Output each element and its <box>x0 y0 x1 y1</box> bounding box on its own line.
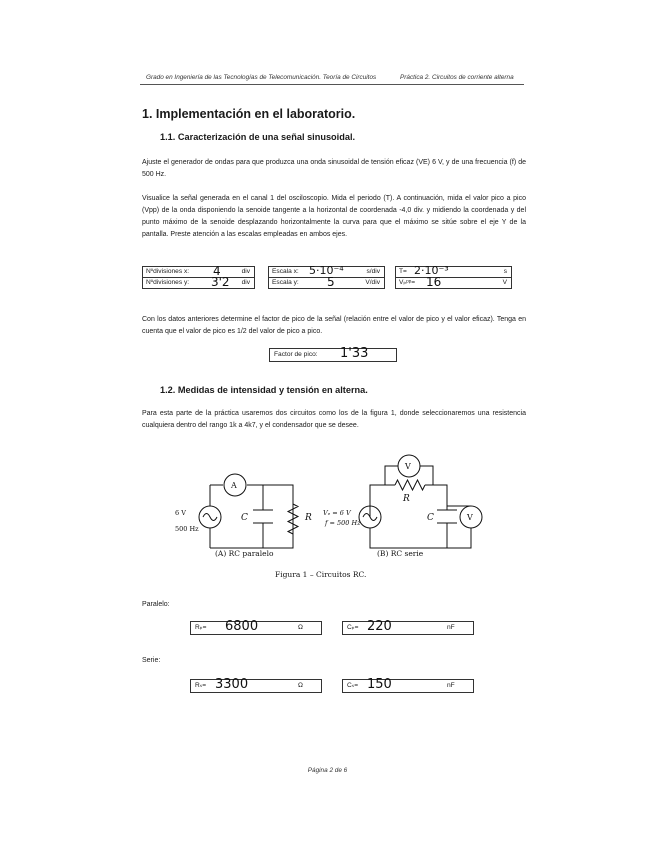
label-c-b: C <box>427 513 434 523</box>
escy-unit: V/div <box>365 279 380 286</box>
escx-value: 5·10⁻⁴ <box>309 264 344 277</box>
paralelo-r-label: Rₚ= <box>195 624 207 631</box>
escy-cell <box>268 277 385 289</box>
caption-b: (B) RC serie <box>377 549 424 558</box>
voltmeter-r-letter: V <box>405 462 411 471</box>
figure-rc-circuits <box>165 448 505 598</box>
source-b-frequency: f = 500 Hz <box>325 519 361 527</box>
capacitor-b-symbol <box>437 510 457 523</box>
paralelo-c-label: Cₚ= <box>347 624 359 631</box>
section-title: 1. Implementación en el laboratorio. <box>142 107 356 121</box>
serie-c-label: Cₛ= <box>347 682 359 689</box>
escy-value: 5 <box>327 275 335 289</box>
serie-r-unit: Ω <box>298 682 303 689</box>
vpp-cell <box>395 277 512 289</box>
divx-value: 4 <box>213 264 221 278</box>
paralelo-r-unit: Ω <box>298 624 303 631</box>
escx-label: Escala x: <box>272 268 299 275</box>
voltmeter-c-letter: V <box>467 513 473 522</box>
wire-b2 <box>425 485 471 506</box>
paralelo-c-box <box>342 621 474 635</box>
period-unit: s <box>503 268 507 275</box>
escx-unit: s/div <box>366 268 380 275</box>
label-c-a: C <box>241 513 248 523</box>
header-rule <box>140 84 524 85</box>
serie-r-label: Rₛ= <box>195 682 207 689</box>
paragraph-circuits: Para esta parte de la práctica usaremos dos circuitos como los de la figura 1, donde seleccionaremos una resistencia cualquiera dentro del rango 1k a 4k7, y el condensador que se desee. <box>142 410 526 429</box>
source-b-voltage: Vₑ = 6 V <box>323 509 351 517</box>
serie-label: Serie: <box>142 657 161 664</box>
serie-c-unit: nF <box>447 682 455 689</box>
divy-value: 3'2 <box>211 275 230 289</box>
vpp-unit: V <box>502 279 507 286</box>
divy-label: Nºdivisiones y: <box>146 279 190 286</box>
label-r-a: R <box>305 513 312 523</box>
resistor-b-symbol <box>395 480 425 490</box>
paragraph-generator: Ajuste el generador de ondas para que produzca una onda sinusoidal de tensión eficaz (VE) 6 V, y de una frecuencia (f) de 500 Hz. <box>142 159 526 178</box>
paralelo-label: Paralelo: <box>142 601 170 608</box>
paragraph-oscilloscope: Visualice la señal generada en el canal 1 del osciloscopio. Mida el periodo (T). A continuación, mida el valor pico a pico (Vpp) de la onda disponiendo la senoide tangente a la horizontal de coordenada -4,0 div. y midiendo la coordenada y del punto máximo de la senoide desplazando horizontalmente la curva para que el máximo se sitúe sobre el eje Y de la pantalla. Preste atención a las escalas empleadas en ambos ejes. <box>142 195 526 238</box>
escy-label: Escala y: <box>272 279 299 286</box>
figure-caption: Figura 1 – Circuitos RC. <box>275 570 367 579</box>
divx-unit: div <box>241 268 250 275</box>
period-value: 2·10⁻³ <box>414 264 449 277</box>
serie-c-box <box>342 679 474 693</box>
serie-r-box <box>190 679 322 693</box>
header-right: Práctica 2. Circuitos de corriente alterna <box>400 74 514 81</box>
subsection-1-1-title: 1.1. Caracterización de una señal sinusoidal. <box>160 132 356 142</box>
subsection-1-2-title: 1.2. Medidas de intensidad y tensión en alterna. <box>160 385 368 395</box>
paralelo-c-value: 220 <box>367 619 392 634</box>
vpp-value: 16 <box>426 275 442 289</box>
divy-unit: div <box>241 279 250 286</box>
resistor-a-symbol <box>288 504 298 534</box>
source-a-frequency: 500 Hz <box>175 525 199 533</box>
label-r-b: R <box>403 494 410 504</box>
wire-b3 <box>370 528 471 548</box>
page-footer: Página 2 de 6 <box>307 767 348 774</box>
capacitor-a-symbol <box>253 510 273 523</box>
caption-a: (A) RC paralelo <box>215 549 274 558</box>
vpp-label: Vₚᵖᵖ= <box>399 279 416 286</box>
peak-factor-box <box>269 348 397 362</box>
serie-c-value: 150 <box>367 677 392 692</box>
divx-label: Nºdivisiones x: <box>146 268 190 275</box>
header-left: Grado en Ingeniería de las Tecnologías de Telecomunicación. Teoría de Circuitos <box>146 74 377 81</box>
source-a-wave <box>203 514 217 521</box>
ammeter-letter: A <box>231 481 237 490</box>
wire-a2 <box>210 485 293 548</box>
divy-cell <box>142 277 255 289</box>
period-label: T= <box>399 268 407 275</box>
paralelo-r-box <box>190 621 322 635</box>
paragraph-peak-factor: Con los datos anteriores determine el factor de pico de la señal (relación entre el valor de pico y el valor eficaz). Tenga en cuenta que el valor de pico es 1/2 del valor de pico a pico. <box>142 316 526 335</box>
peak-factor-label: Factor de pico: <box>274 351 318 358</box>
peak-factor-value: 1'33 <box>340 346 369 361</box>
serie-r-value: 3300 <box>215 677 249 692</box>
paralelo-c-unit: nF <box>447 624 455 631</box>
source-a-voltage: 6 V <box>175 509 186 517</box>
paralelo-r-value: 6800 <box>225 619 259 634</box>
wire-b1 <box>370 485 395 517</box>
